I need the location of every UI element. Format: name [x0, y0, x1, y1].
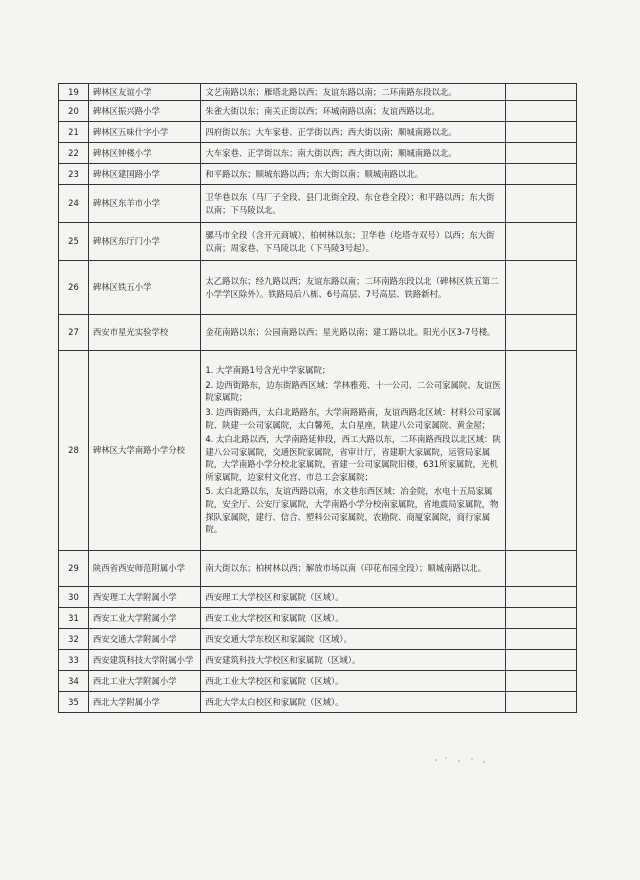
- table-row: [59, 587, 577, 608]
- table-row: [59, 101, 577, 122]
- area-text: 金花南路以东；公园南路以西；星光路以南；建工路以北。阳光小区3-7号楼。: [205, 327, 496, 338]
- enrollment-area: [201, 608, 505, 629]
- enrollment-area: [201, 164, 505, 185]
- school-name: 西安工业大学附属小学: [88, 608, 200, 629]
- row-number: 33: [59, 650, 89, 671]
- table-row: [59, 261, 577, 315]
- remarks-cell: [505, 101, 576, 122]
- area-text: 西北工业大学校区和家属院（区域）。: [205, 675, 344, 686]
- area-text: 南大街以东；柏树林以西；解放市场以南（印花布园全段）；顺城南路以北。: [205, 563, 486, 574]
- table-row: [59, 551, 577, 587]
- area-text: 四府街以东；大车家巷、正学街以西；西大街以南；顺城南路以北。: [205, 126, 457, 137]
- remarks-cell: [505, 587, 576, 608]
- enrollment-area: [201, 351, 505, 551]
- school-name: 碑林区振兴路小学: [88, 101, 200, 122]
- remarks-cell: [505, 608, 576, 629]
- area-text: 1. 大学南路1号含光中学家属院；: [205, 365, 331, 376]
- row-number: 24: [59, 185, 89, 223]
- school-district-table: [58, 83, 577, 713]
- row-number: 28: [59, 351, 89, 551]
- school-name: 西安建筑科技大学附属小学: [88, 650, 200, 671]
- table-row: [59, 122, 577, 143]
- remarks-cell: [505, 315, 576, 351]
- school-name: 碑林区友谊小学: [88, 84, 200, 101]
- remarks-cell: [505, 351, 576, 551]
- enrollment-area: [201, 261, 505, 315]
- school-name: 碑林区钟楼小学: [88, 143, 200, 164]
- school-name: 碑林区东羊市小学: [88, 185, 200, 223]
- row-number: 23: [59, 164, 89, 185]
- table-row: [59, 223, 577, 261]
- area-text: 大车家巷、正学街以东；南大街以西；西大街以南；顺城南路以北。: [205, 147, 457, 158]
- area-text: 文艺南路以东；雁塔北路以西；友谊东路以南；二环南路东段以北。: [205, 86, 457, 97]
- remarks-cell: [505, 84, 576, 101]
- enrollment-area: [201, 101, 505, 122]
- scan-noise-dots: [432, 752, 492, 772]
- area-text: 骡马市全段（含开元商城）、柏树林以东；卫华巷（圪塔寺双号）以西；东大街以南；周家巷、下马陵以北（下马陵3号起）。: [205, 229, 495, 253]
- remarks-cell: [505, 164, 576, 185]
- table-row: [59, 143, 577, 164]
- table-row: [59, 84, 577, 101]
- enrollment-area: [201, 143, 505, 164]
- school-name: 碑林区东厅门小学: [88, 223, 200, 261]
- school-name: 西安交通大学附属小学: [88, 629, 200, 650]
- area-text: 西安建筑科技大学校区和家属院（区域）。: [205, 654, 361, 665]
- enrollment-area: [201, 223, 505, 261]
- area-text: 和平路以东；顺城东路以西；东大街以南；顺城南路以北。: [205, 168, 424, 179]
- school-name: 碑林区建国路小学: [88, 164, 200, 185]
- school-name: 西安市星光实验学校: [88, 315, 200, 351]
- row-number: 31: [59, 608, 89, 629]
- enrollment-area: [201, 692, 505, 713]
- row-number: 26: [59, 261, 89, 315]
- area-text: 西安工业大学校区和家属院（区域）。: [205, 612, 344, 623]
- area-text: 西安交通大学东校区和家属院（区域）。: [205, 633, 352, 644]
- enrollment-area: [201, 629, 505, 650]
- table-row: [59, 650, 577, 671]
- enrollment-area: [201, 185, 505, 223]
- row-number: 22: [59, 143, 89, 164]
- enrollment-area: [201, 587, 505, 608]
- area-text: 西北大学太白校区和家属院（区域）。: [205, 696, 344, 707]
- area-text: 3. 边西街路西，太白北路路东，大学南路路南，友谊西路北区域：材料公司家属院、陕建一公司家属院，太白馨苑，太白星座，陕建八公司家属院、黄金屋；: [205, 406, 501, 430]
- table-row: [59, 164, 577, 185]
- remarks-cell: [505, 185, 576, 223]
- remarks-cell: [505, 143, 576, 164]
- enrollment-area: [201, 650, 505, 671]
- row-number: 27: [59, 315, 89, 351]
- area-text: 5. 太白北路以东，友谊西路以南，水文巷东西区域：冶金院，水电十五局家属院，安全厅、公安厅家属院，大学南路小学分校南家属院，省地震局家属院，物探队家属院，建行、信合、塑料公司家属院，农勘院、商厦家属院，商行家属院。: [205, 486, 499, 535]
- remarks-cell: [505, 122, 576, 143]
- table-body: [59, 84, 577, 713]
- enrollment-area: [201, 551, 505, 587]
- row-number: 21: [59, 122, 89, 143]
- table-row: [59, 671, 577, 692]
- enrollment-area: [201, 315, 505, 351]
- row-number: 34: [59, 671, 89, 692]
- row-number: 35: [59, 692, 89, 713]
- remarks-cell: [505, 692, 576, 713]
- remarks-cell: [505, 629, 576, 650]
- area-text: 朱雀大街以东；南关正街以西；环城南路以南；友谊西路以北。: [205, 105, 440, 116]
- table-row: [59, 185, 577, 223]
- school-name: 西北大学附属小学: [88, 692, 200, 713]
- enrollment-area: [201, 122, 505, 143]
- area-text: 卫华巷以东（马厂子全段、县门北街全段、东仓巷全段）；和平路以西；东大街以南；下马陵以北。: [205, 191, 495, 215]
- table-row: [59, 692, 577, 713]
- row-number: 32: [59, 629, 89, 650]
- school-name: 西北工业大学附属小学: [88, 671, 200, 692]
- remarks-cell: [505, 551, 576, 587]
- school-name: 碑林区五味什字小学: [88, 122, 200, 143]
- school-name: 碑林区铁五小学: [88, 261, 200, 315]
- area-text: 2. 边西街路东，边东街路西区域：学林雅苑、十一公司、二公司家属院、友谊医院家属院；: [205, 379, 501, 403]
- school-name: 陕西省西安师范附属小学: [88, 551, 200, 587]
- area-text: 太乙路以东；经九路以西；友谊东路以南；二环南路东段以北（碑林区铁五第二小学学区除外）。铁路局后八栋、6号高层、7号高层、铁路新村。: [205, 275, 499, 299]
- table-row: [59, 608, 577, 629]
- table-row: [59, 351, 577, 551]
- enrollment-area: [201, 84, 505, 101]
- table-row: [59, 315, 577, 351]
- row-number: 30: [59, 587, 89, 608]
- remarks-cell: [505, 671, 576, 692]
- remarks-cell: [505, 650, 576, 671]
- row-number: 20: [59, 101, 89, 122]
- area-text: 西安理工大学校区和家属院（区域）。: [205, 591, 344, 602]
- remarks-cell: [505, 261, 576, 315]
- table-row: [59, 629, 577, 650]
- school-name: 碑林区大学南路小学分校: [88, 351, 200, 551]
- row-number: 29: [59, 551, 89, 587]
- enrollment-area: [201, 671, 505, 692]
- row-number: 19: [59, 84, 89, 101]
- remarks-cell: [505, 223, 576, 261]
- school-name: 西安理工大学附属小学: [88, 587, 200, 608]
- row-number: 25: [59, 223, 89, 261]
- area-text: 4. 太白北路以西，大学南路延伸段，西工大路以东，二环南路西段以北区域：陕建八公司家属院，交通医院家属院，省审计厅，省建职大家属院，运管局家属院，大学南路小学分校北家属院，省建一公司家属院旧楼，631所家属院，光机所家属院，边家村文化宫、市总工会家属院；: [205, 434, 501, 482]
